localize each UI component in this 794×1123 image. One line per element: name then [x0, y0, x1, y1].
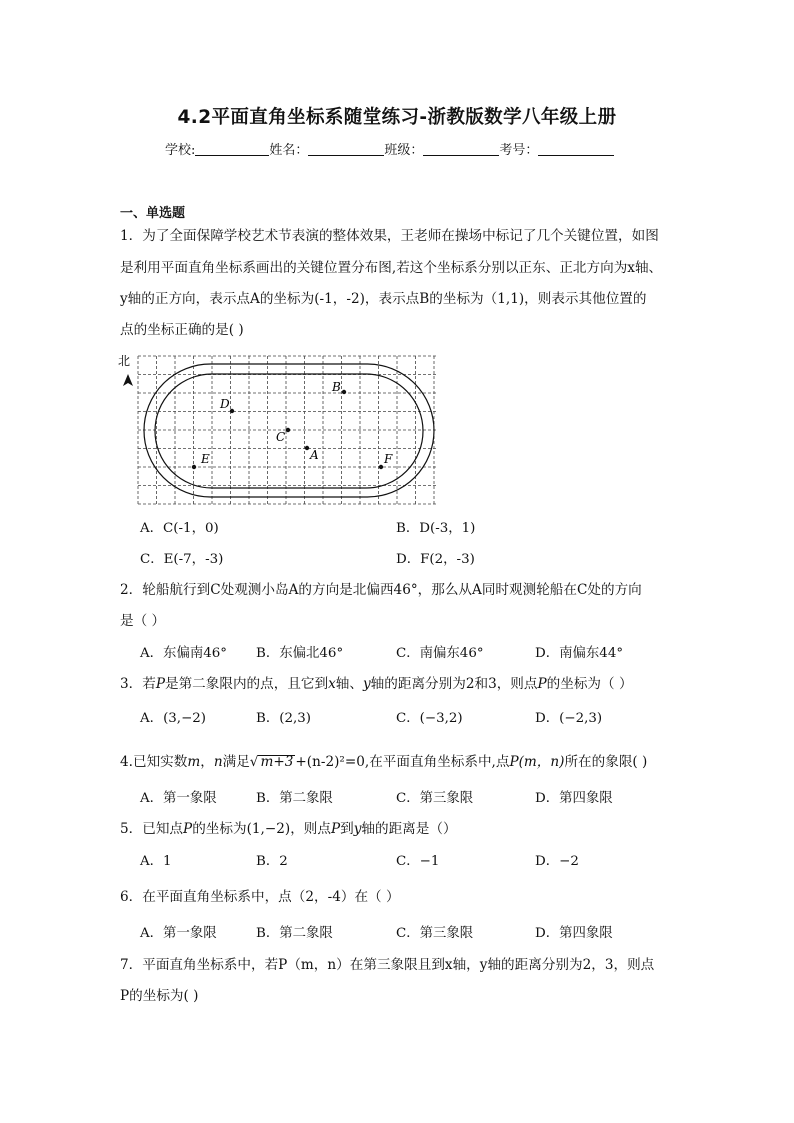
- north-label: 北: [118, 354, 131, 368]
- point-f-dot: [379, 465, 383, 469]
- point-e-dot: [192, 465, 196, 469]
- q3-option-d[interactable]: D．(−2,3): [535, 711, 603, 726]
- sqrt-expression: m+3: [260, 754, 294, 770]
- q2-option-b[interactable]: B．东偏北46°: [256, 646, 344, 661]
- school-blank[interactable]: [195, 143, 269, 156]
- q7-line-1: 7．平面直角坐标系中，若P（m，n）在第三象限且到x轴，y轴的距离分别为2，3，则点: [120, 957, 655, 973]
- q5-option-d[interactable]: D．−2: [535, 854, 579, 869]
- q1-option-c[interactable]: C．E(-7，-3): [140, 552, 224, 567]
- q4-option-a[interactable]: A．第一象限: [140, 791, 217, 806]
- point-d-label: D: [220, 397, 230, 411]
- student-info-row: [165, 139, 614, 158]
- q2-option-d[interactable]: D．南偏东44°: [535, 646, 624, 661]
- q2-line-1: 2．轮船航行到C处观测小岛A的方向是北偏西46°，那么从A同时观测轮船在C处的方向: [120, 582, 642, 598]
- q6-option-a[interactable]: A．第一象限: [140, 926, 217, 941]
- page-title: 4.2平面直角坐标系随堂练习-浙教版数学八年级上册: [177, 107, 617, 128]
- school-label: 学校:: [165, 143, 196, 158]
- q1-figure: [118, 352, 442, 510]
- north-arrow-icon: [123, 374, 133, 386]
- name-blank[interactable]: [308, 143, 384, 156]
- q1-line-2: 是利用平面直角坐标系画出的关键位置分布图,若这个坐标系分别以正东、正北方向为x轴、: [120, 260, 663, 276]
- q3-option-c[interactable]: C．(−3,2): [396, 711, 463, 726]
- point-c-dot: [286, 428, 290, 432]
- name-label: 姓名：: [269, 143, 309, 158]
- q1-line-3: y轴的正方向，表示点A的坐标为(-1，-2)，表示点B的坐标为（1,1)，则表示其他位置的: [120, 291, 647, 307]
- q2-option-a[interactable]: A．东偏南46°: [140, 646, 227, 661]
- q1-line-4: 点的坐标正确的是( ): [120, 322, 244, 338]
- class-blank[interactable]: [423, 143, 499, 156]
- q6-stem: 6．在平面直角坐标系中，点（2，-4）在（ ）: [120, 889, 400, 905]
- point-b-label: B: [332, 380, 341, 394]
- q2-option-c[interactable]: C．南偏东46°: [396, 646, 484, 661]
- q7-line-2: P的坐标为( ): [120, 988, 199, 1004]
- q6-option-b[interactable]: B．第二象限: [256, 926, 333, 941]
- q5-option-b[interactable]: B．2: [256, 854, 288, 869]
- exam-no-label: 考号：: [499, 143, 539, 158]
- q4-option-c[interactable]: C．第三象限: [396, 791, 474, 806]
- exam-no-blank[interactable]: [538, 143, 614, 156]
- q3-option-b[interactable]: B．(2,3): [256, 711, 311, 726]
- q2-line-2: 是（ ）: [120, 613, 166, 629]
- q4-stem: 4.已知实数m，n满足√ m+3 +(n-2)²=0,在平面直角坐标系中,点P(m，n)所在的象限( ): [120, 754, 648, 770]
- point-f-label: F: [384, 452, 393, 466]
- q5-option-c[interactable]: C．−1: [396, 854, 440, 869]
- class-label: 班级：: [384, 143, 424, 158]
- q1-option-b[interactable]: B．D(-3，1): [396, 521, 476, 536]
- point-b-dot: [342, 390, 346, 394]
- q5-stem: 5．已知点P的坐标为(1,−2)，则点P到y轴的距离是（）: [120, 821, 457, 837]
- point-a-dot: [305, 446, 309, 450]
- point-e-label: E: [201, 452, 210, 466]
- q1-line-1: 1．为了全面保障学校艺术节表演的整体效果，王老师在操场中标记了几个关键位置，如图: [120, 228, 659, 244]
- point-a-label: A: [310, 448, 319, 462]
- q6-option-d[interactable]: D．第四象限: [535, 926, 613, 941]
- q3-stem: 3．若P是第二象限内的点，且它到x轴、y轴的距离分别为2和3，则点P的坐标为（ ）: [120, 676, 633, 692]
- q1-option-a[interactable]: A．C(-1，0): [140, 521, 219, 536]
- section-heading: 一、单选题: [120, 206, 186, 221]
- point-c-label: C: [276, 430, 286, 444]
- q6-option-c[interactable]: C．第三象限: [396, 926, 474, 941]
- q4-option-d[interactable]: D．第四象限: [535, 791, 613, 806]
- q1-option-d[interactable]: D．F(2，-3): [396, 552, 475, 567]
- q5-option-a[interactable]: A．1: [140, 854, 172, 869]
- point-d-dot: [230, 409, 234, 413]
- q4-option-b[interactable]: B．第二象限: [256, 791, 333, 806]
- q3-option-a[interactable]: A．(3,−2): [140, 711, 207, 726]
